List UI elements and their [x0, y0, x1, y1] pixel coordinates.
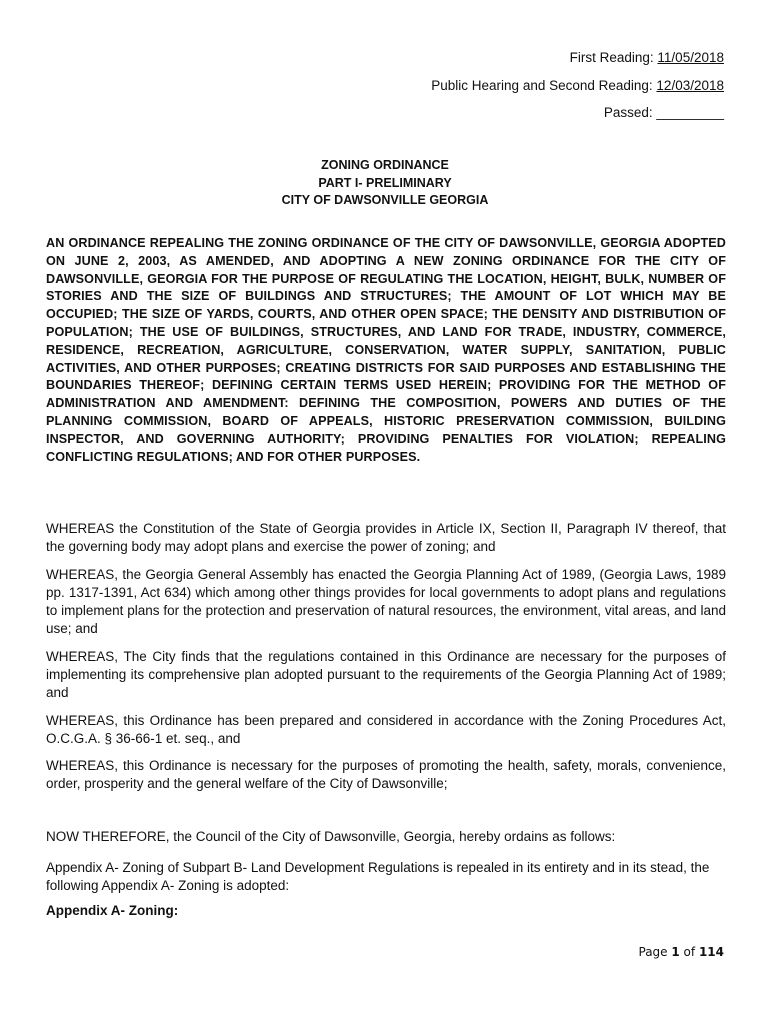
ordinance-title [0, 157, 770, 210]
whereas-paragraph-3: WHEREAS, The City finds that the regulations contained in this Ordinance are necessary for the purposes of implementing its comprehensive plan adopted pursuant to the requirements of the Georgia Planning Act of 1989; and [46, 649, 726, 700]
whereas-paragraph-4: WHEREAS, this Ordinance has been prepared and considered in accordance with the Zoning Procedures Act, O.C.G.A. § 36-66-1 et. seq., and [46, 713, 726, 746]
first-reading-date: 11/05/2018 [657, 50, 724, 65]
appendix-heading: Appendix A- Zoning: [46, 903, 179, 918]
first-reading-line: First Reading: 11/05/2018 [569, 50, 724, 65]
passed-line: Passed: _________ [603, 105, 724, 120]
second-reading-line: Public Hearing and Second Reading: 12/03/2018 [431, 77, 724, 93]
page-footer: Page 1 of 114 [638, 945, 724, 959]
reading-dates-header [431, 44, 724, 127]
appendix-repeal-paragraph: Appendix A- Zoning of Subpart B- Land Development Regulations is repealed in its entirety and in its stead, the following Appendix A- Zoning is adopted: [46, 860, 710, 893]
title-line-2: PART I- PRELIMINARY [318, 175, 452, 190]
whereas-paragraph-2: WHEREAS, the Georgia General Assembly has enacted the Georgia Planning Act of 1989, (Georgia Laws, 1989 pp. 1317-1391, Act 634) which among other things provides for local governments to adopt plans and regulations to implement plans for the protection and preservation of natural resources, the environment, vital areas, and land use; and [46, 567, 726, 636]
ordains-paragraph: NOW THEREFORE, the Council of the City of Dawsonville, Georgia, hereby ordains as follows: [46, 829, 616, 844]
page-number: 1 [671, 945, 680, 959]
total-pages: 114 [698, 945, 724, 959]
passed-blank: _________ [656, 105, 724, 120]
title-line-3: CITY OF DAWSONVILLE GEORGIA [281, 193, 489, 207]
whereas-paragraph-5: WHEREAS, this Ordinance is necessary for the purposes of promoting the health, safety, morals, convenience, order, prosperity and the general welfare of the City of Dawsonville; [46, 758, 726, 791]
whereas-paragraph-1: WHEREAS the Constitution of the State of Georgia provides in Article IX, Section II, Paragraph IV thereof, that the governing body may adopt plans and exercise the power of zoning; and [46, 521, 726, 554]
second-reading-date: 12/03/2018 [656, 77, 724, 93]
title-line-1: ZONING ORDINANCE [321, 158, 449, 172]
ordinance-caption: AN ORDINANCE REPEALING THE ZONING ORDINANCE OF THE CITY OF DAWSONVILLE, GEORGIA ADOPTED ON JUNE 2, 2003, AS AMENDED, AND ADOPTING A NEW ZONING ORDINANCE FOR THE CITY OF DAWSONVILLE, GEORGIA FOR THE PURPOSE OF REGULATING THE LOCATION, HEIGHT, BULK, NUMBER OF STORIES AND THE SIZE OF BUILDINGS AND STRUCTURES; THE AMOUNT OF LOT WHICH MAY BE OCCUPIED; THE SIZE OF YARDS, COURTS, AND OTHER OPEN SPACE; THE DENSITY AND DISTRIBUTION OF POPULATION; THE USE OF BUILDINGS, STRUCTURES, AND LAND FOR TRADE, INDUSTRY, COMMERCE, RESIDENCE, RECREATION, AGRICULTURE, CONSERVATION, WATER SUPPLY, SANITATION, PUBLIC ACTIVITIES, AND OTHER PURPOSES; CREATING DISTRICTS FOR SAID PURPOSES AND ESTABLISHING THE BOUNDARIES THEREOF; DEFINING CERTAIN TERMS USED HEREIN; PROVIDING FOR THE METHOD OF ADMINISTRATION AND AMENDMENT: DEFINING THE COMPOSITION, POWERS AND DUTIES OF THE PLANNING COMMISSION, BOARD OF APPEALS, HISTORIC PRESERVATION COMMISSION, BUILDING INSPECTOR, AND GOVERNING AUTHORITY; PROVIDING PENALTIES FOR VIOLATION; REPEALING CONFLICTING REGULATIONS; AND FOR OTHER PURPOSES. [46, 236, 726, 464]
